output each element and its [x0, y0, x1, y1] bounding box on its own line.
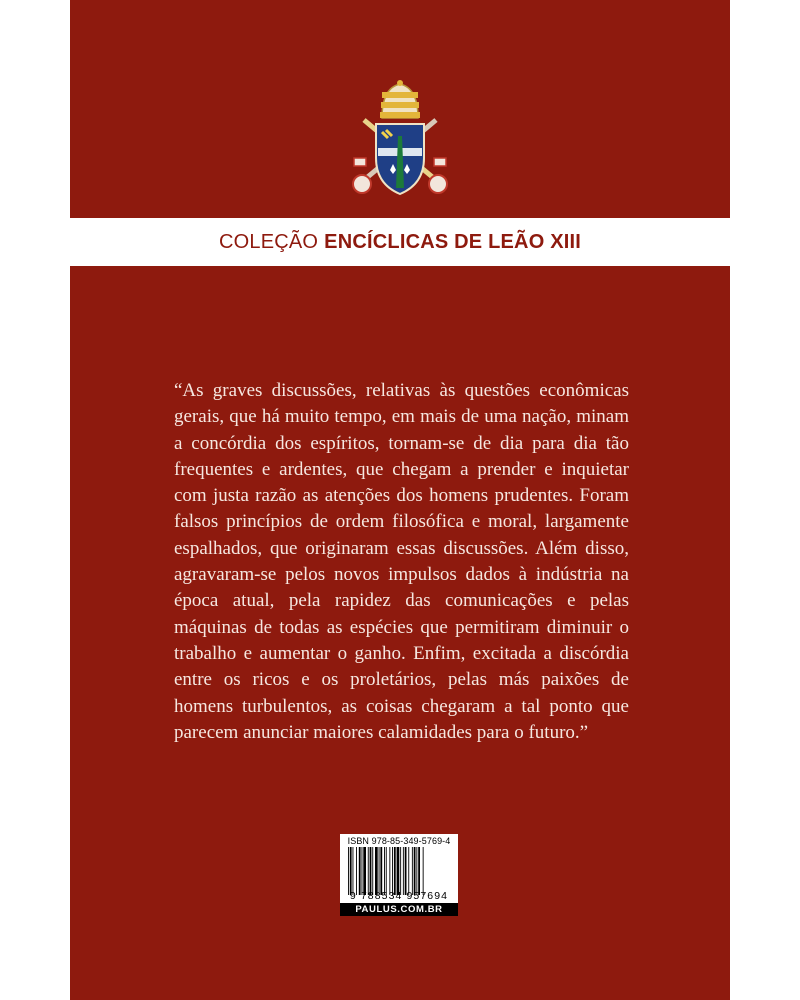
isbn-barcode-block [340, 834, 458, 916]
barcode-icon [348, 847, 452, 895]
publisher-website: PAULUS.COM.BR [340, 903, 458, 916]
papal-coat-of-arms-icon [352, 80, 448, 198]
encyclical-quote: “As graves discussões, relativas às questões econômicas gerais, que há muito tempo, em mais de uma nação, minam a concórdia dos espíritos, tornam-se de dia para dia tão frequentes e ardentes, que chegam a prender e inquietar com justa razão as atenções dos homens prudentes. Foram falsos princípios de ordem filosófica e moral, largamente espalhados, que originaram essas discussões. Além disso, agravaram-se pelos novos impulsos dados à indústria na época atual, pela rapidez das comunicações e pelas máquinas de todas as espécies que permitiram diminuir o trabalho e aumentar o ganho. Enfim, excitada a discórdia entre os ricos e os proletários, pelas más paixões de homens turbulentos, as coisas chegaram a tal ponto que parecem anunciar maiores calamidades para o futuro.” [174, 380, 629, 743]
collection-banner [70, 218, 730, 266]
isbn-label: ISBN 978-85-349-5769-4 [347, 836, 451, 846]
barcode-digits: 9 788534 957694 [349, 890, 449, 902]
shield [376, 124, 424, 194]
book-back-cover [70, 0, 730, 1000]
collection-prefix: COLEÇÃO [218, 230, 319, 253]
papal-tiara [380, 80, 420, 118]
collection-name: ENCÍCLICAS DE LEÃO XIII [324, 230, 582, 253]
